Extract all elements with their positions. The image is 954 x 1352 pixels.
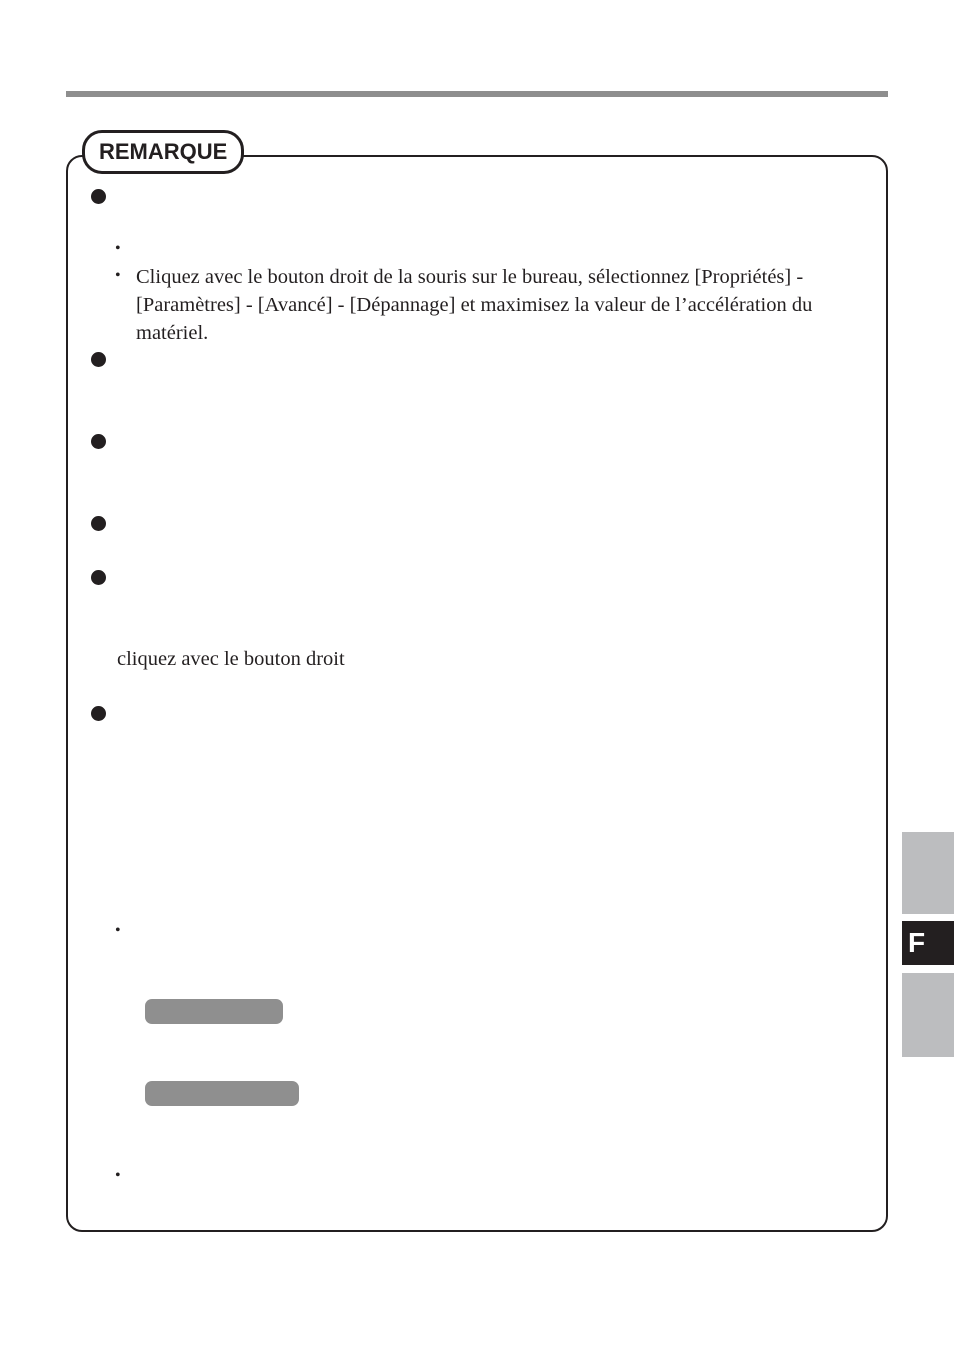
sub-bullet-icon: • <box>115 267 121 284</box>
sub-bullet-icon: • <box>115 1167 121 1184</box>
section-bullet-icon <box>91 434 106 449</box>
section-bullet-icon <box>91 570 106 585</box>
bullet-text-line-3: matériel. <box>136 322 209 344</box>
key-label-placeholder <box>145 1081 299 1106</box>
side-tab-active: F <box>902 921 954 965</box>
secondary-text: cliquez avec le bouton droit <box>117 648 345 670</box>
side-tab-lower <box>902 973 954 1057</box>
section-bullet-icon <box>91 189 106 204</box>
note-label: REMARQUE <box>82 130 244 174</box>
top-rule <box>66 91 888 97</box>
sub-bullet-icon: • <box>115 922 121 939</box>
section-bullet-icon <box>91 352 106 367</box>
section-bullet-icon <box>91 516 106 531</box>
side-tab-upper <box>902 832 954 914</box>
sub-bullet-icon: • <box>115 240 121 257</box>
key-label-placeholder <box>145 999 283 1024</box>
bullet-text-line-2: [Paramètres] - [Avancé] - [Dépannage] et maximisez la valeur de l’accélération du <box>136 294 813 316</box>
section-bullet-icon <box>91 706 106 721</box>
bullet-text-line-1: Cliquez avec le bouton droit de la souris sur le bureau, sélectionnez [Propriétés] - <box>136 266 804 288</box>
